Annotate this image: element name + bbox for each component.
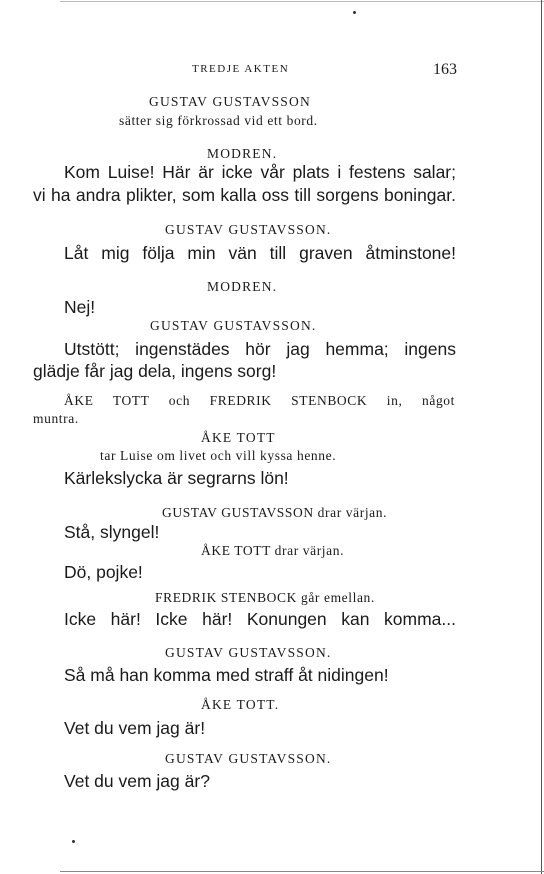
page-number: 163	[433, 61, 457, 78]
speaker-name: GUSTAV GUSTAVSSON.	[165, 751, 332, 766]
speaker-name: MODREN.	[207, 279, 278, 294]
dialogue-line: Dö, pojke!	[64, 562, 143, 582]
dialogue-line: Kärlekslycka är segrarns lön!	[64, 468, 289, 488]
dialogue-line: Låt mig följa min vän till graven åtminstone!	[64, 243, 456, 263]
dialogue-line: glädje får jag dela, ingens sorg!	[33, 361, 277, 381]
dialogue-line: Icke här! Icke här! Konungen kan komma...	[64, 609, 456, 629]
stage-direction: FREDRIK STENBOCK går emellan.	[155, 590, 375, 605]
stage-direction: muntra.	[33, 411, 79, 426]
running-head: TREDJE AKTEN	[192, 63, 290, 75]
dialogue-line: Så må han komma med straff åt nidingen!	[64, 665, 389, 685]
dialogue-line: Utstött; ingenstädes hör jag hemma; ingens	[64, 339, 456, 359]
stage-direction: ÅKE TOTT och FREDRIK STENBOCK in, något	[64, 393, 455, 408]
stage-direction: tar Luise om livet och vill kyssa henne.	[100, 448, 337, 463]
page-edge-top	[60, 1, 544, 2]
stage-direction: GUSTAV GUSTAVSSON drar värjan.	[162, 505, 388, 520]
ink-speck	[72, 840, 75, 843]
ink-speck	[353, 11, 356, 14]
speaker-name: GUSTAV GUSTAVSSON.	[150, 318, 317, 333]
dialogue-line: Vet du vem jag är!	[64, 718, 206, 738]
speaker-name: ÅKE TOTT	[201, 430, 276, 445]
page-edge-bottom	[60, 871, 544, 872]
dialogue-line: Stå, slyngel!	[64, 522, 160, 542]
dialogue-line: vi ha andra plikter, som kalla oss till sorgens boningar.	[33, 185, 456, 205]
page-edge-right	[541, 0, 542, 874]
stage-direction: sätter sig förkrossad vid ett bord.	[119, 113, 318, 128]
speaker-name: GUSTAV GUSTAVSSON.	[165, 222, 332, 237]
dialogue-line: Kom Luise! Här är icke vår plats i festens salar;	[64, 162, 456, 182]
speaker-name: GUSTAV GUSTAVSSON.	[165, 645, 332, 660]
stage-direction: ÅKE TOTT drar värjan.	[201, 543, 345, 558]
speaker-name: GUSTAV GUSTAVSSON	[149, 94, 311, 109]
speaker-name: ÅKE TOTT.	[201, 697, 280, 712]
dialogue-line: Nej!	[64, 297, 96, 317]
speaker-name: MODREN.	[207, 146, 278, 161]
dialogue-line: Vet du vem jag är?	[64, 771, 210, 791]
